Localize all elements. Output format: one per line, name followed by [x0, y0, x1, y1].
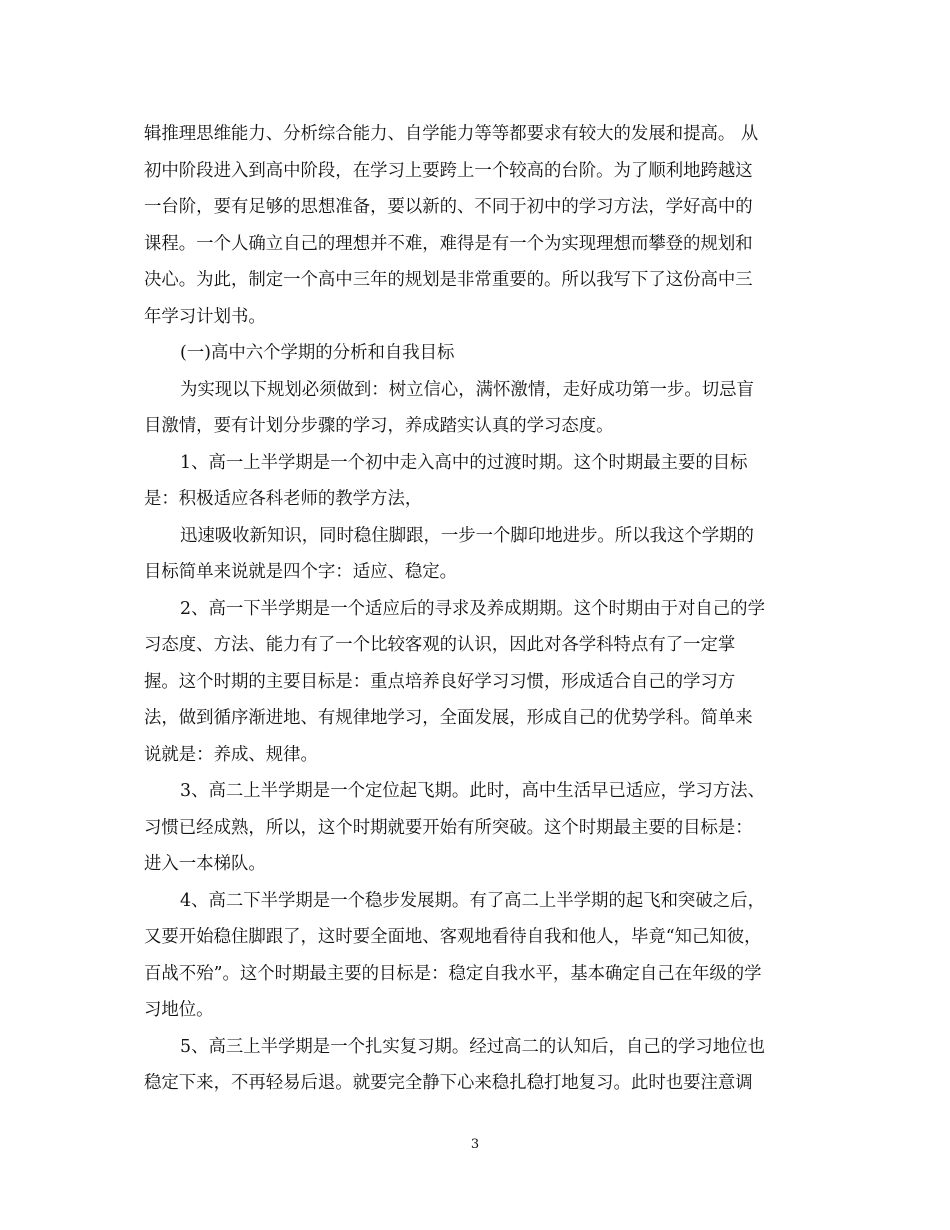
- text-line: 课程。一个人确立自己的理想并不难，难得是有一个为实现理想而攀登的规划和: [144, 233, 753, 254]
- text-line: 4、高二下半学期是一个稳步发展期。有了高二上半学期的起飞和突破之后，: [180, 890, 765, 911]
- text-line: 3、高二上半学期是一个定位起飞期。此时，高中生活早已适应，学习方法、: [180, 781, 765, 801]
- text-line: 是：积极适应各科老师的教学方法，: [144, 489, 423, 509]
- text-line: 2、高一下半学期是一个适应后的寻求及养成期期。这个时期由于对自己的学: [180, 598, 765, 619]
- text-line: 习地位。: [144, 1000, 214, 1020]
- text-line: 年学习计划书。: [144, 306, 266, 327]
- text-line: 百战不殆”。这个时期最主要的目标是：稳定自我水平，基本确定自己在年级的学: [144, 963, 762, 984]
- text-line: 说就是：养成、规律。: [144, 744, 318, 765]
- text-line: 进入一本梯队。: [144, 854, 266, 874]
- text-line: 稳定下来，不再轻易后退。就要完全静下心来稳扎稳打地复习。此时也要注意调: [144, 1073, 753, 1093]
- text-line: 又要开始稳住脚跟了，这时要全面地、客观地看待自我和他人，毕竟“知己知彼，: [144, 927, 762, 947]
- page-number: 3: [470, 1137, 480, 1152]
- body-text: [144, 116, 806, 1102]
- text-line: 为实现以下规划必须做到：树立信心，满怀激情，走好成功第一步。切忌盲: [180, 379, 754, 400]
- text-line: 一台阶，要有足够的思想准备，要以新的、不同于初中的学习方法，学好高中的: [144, 197, 753, 217]
- text-line: 目标简单来说就是四个字：适应、稳定。: [144, 562, 458, 582]
- text-line: 习态度、方法、能力有了一个比较客观的认识，因此对各学科特点有了一定掌: [144, 635, 736, 655]
- text-line: 辑推理思维能力、分析综合能力、自学能力等等都要求有较大的发展和提高。 从: [144, 124, 759, 144]
- text-line: 初中阶段进入到高中阶段，在学习上要跨上一个较高的台阶。为了顺利地跨越这: [144, 160, 753, 181]
- text-line: 习惯已经成熟，所以，这个时期就要开始有所突破。这个时期最主要的目标是：: [144, 817, 753, 838]
- text-line: 目激情，要有计划分步骤的学习，养成踏实认真的学习态度。: [144, 416, 614, 436]
- text-line: 1、高一上半学期是一个初中走入高中的过渡时期。这个时期最主要的目标: [180, 452, 748, 473]
- text-line: 决心。为此，制定一个高中三年的规划是非常重要的。所以我写下了这份高中三: [144, 270, 753, 290]
- section-heading: (一)高中六个学期的分析和自我目标: [180, 343, 455, 363]
- text-line: 5、高三上半学期是一个扎实复习期。经过高二的认知后，自己的学习地位也: [180, 1036, 765, 1057]
- text-line: 迅速吸收新知识，同时稳住脚跟，一步一个脚印地进步。所以我这个学期的: [180, 525, 754, 546]
- text-line: 握。这个时期的主要目标是：重点培养良好学习习惯，形成适合自己的学习方: [144, 671, 736, 692]
- text-line: 法，做到循序渐进地、有规律地学习，全面发展，形成自己的优势学科。简单来: [144, 708, 753, 728]
